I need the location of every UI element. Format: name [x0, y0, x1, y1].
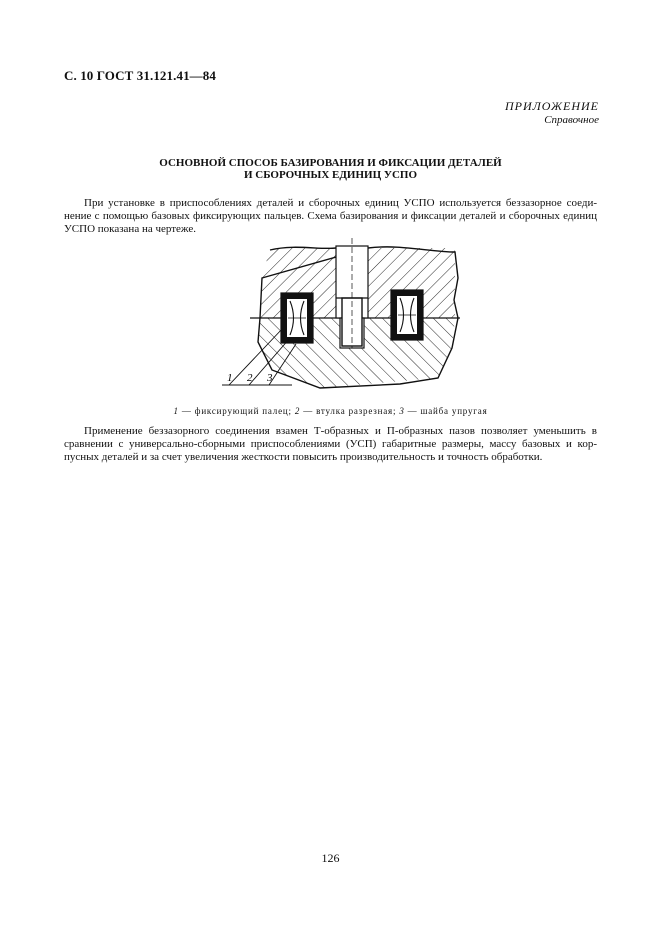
document-header: С. 10 ГОСТ 31.121.41—84 [64, 68, 216, 83]
caption-text-3: — шайба упругая [404, 406, 488, 416]
intro-line-1: При установке в приспособлениях деталей и сборочных единиц УСПО используется беззазорное соеди- [84, 197, 597, 209]
callout-label-3: 3 [267, 372, 273, 384]
caption-num-2: 2 [294, 406, 301, 416]
section-title-line-2: И СБОРОЧНЫХ ЕДИНИЦ УСПО [243, 169, 418, 181]
callout-label-2: 2 [247, 372, 253, 384]
figure-caption [64, 406, 597, 416]
caption-num-3: 3 [399, 406, 405, 416]
caption-num-1: 1 [173, 406, 179, 416]
conclusion-line-1: Применение беззазорного соединения взамен Т-образных и П-образных пазов позволяет уменьшить в [84, 425, 597, 437]
appendix-subtitle: Справочное [544, 114, 599, 126]
page-number: 126 [321, 851, 340, 865]
intro-line-2: нение с помощью базовых фиксирующих пальцев. Схема базирования и фиксации деталей и сборочных единиц [64, 210, 597, 222]
conclusion-line-2: сравнении с универсально-сборными приспособлениями (УСП) габаритные размеры, массу базовых и кор- [64, 438, 597, 450]
caption-text-2: — втулка разрезная; [300, 406, 400, 416]
right-pin-assembly [391, 290, 423, 340]
appendix-label [505, 99, 599, 127]
conclusion-line-3: пусных деталей и за счет увеличения жесткости повысить производительность и точность обработки. [64, 451, 543, 463]
caption-text-1: — фиксирующий палец; [178, 406, 295, 416]
conclusion-paragraph [64, 425, 597, 464]
section-title [64, 157, 597, 181]
left-pin-assembly [281, 293, 313, 343]
section-title-line-1: ОСНОВНОЙ СПОСОБ БАЗИРОВАНИЯ И ФИКСАЦИИ ДЕТАЛЕЙ [159, 157, 502, 169]
appendix-title: ПРИЛОЖЕНИЕ [505, 99, 599, 113]
intro-line-3: УСПО показана на чертеже. [64, 223, 197, 235]
basing-scheme-drawing [200, 238, 462, 398]
intro-paragraph [64, 197, 597, 236]
callout-label-1: 1 [227, 372, 233, 384]
